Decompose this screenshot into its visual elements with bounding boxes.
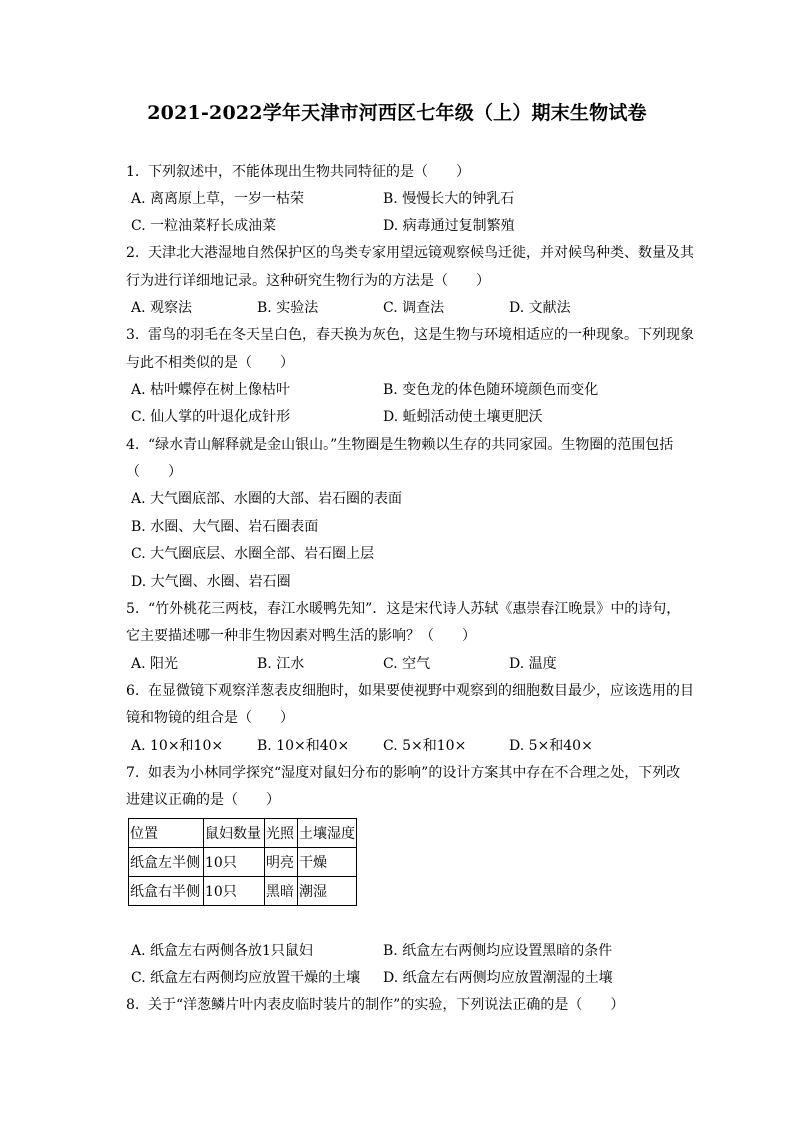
question-stem-cont: 与此不相类似的是（ ） [126, 355, 294, 371]
question-stem: 下列叙述中，不能体现出生物共同特征的是（ ） [148, 164, 470, 180]
option-b: B. 10×和40× [257, 738, 350, 754]
option-b: B. 变色龙的体色随环境颜色而变化 [383, 382, 599, 398]
question-stem: “绿水青山解释就是金山银山。”生物圈是生物赖以生存的共同家园。生物圈的范围包括 [148, 437, 674, 453]
option-d: D. 纸盒左右两侧均应放置潮湿的土壤 [383, 970, 613, 986]
table-row [129, 848, 357, 877]
table-header-cell: 位置 [129, 819, 204, 848]
option-c: C. 纸盒左右两侧均应放置干燥的土壤 [131, 970, 361, 986]
question-number: 7. [126, 765, 140, 781]
option-d: D. 病毒通过复制繁殖 [383, 218, 515, 234]
option-c: C. 空气 [383, 656, 431, 672]
question-1 [126, 163, 470, 181]
option-a: A. 枯叶蝶停在树上像枯叶 [131, 382, 291, 398]
question-stem-cont: 它主要描述哪一种非生物因素对鸭生活的影响？（ ） [126, 628, 476, 644]
question-8 [126, 996, 624, 1014]
question-stem-cont: 进建议正确的是（ ） [126, 792, 280, 808]
option-c: C. 一粒油菜籽长成油菜 [131, 218, 277, 234]
question-stem: “竹外桃花三两枝，春江水暖鸭先知”．这是宋代诗人苏轼《惠崇春江晚景》中的诗句， [148, 601, 681, 617]
option-d: D. 5×和40× [509, 738, 593, 754]
question-4 [126, 436, 673, 454]
data-table [128, 818, 357, 906]
question-stem: 关于“洋葱鳞片叶内表皮临时装片的制作”的实验，下列说法正确的是（ ） [148, 997, 625, 1013]
option-a: A. 10×和10× [131, 738, 224, 754]
question-number: 6. [126, 683, 140, 699]
question-number: 5. [126, 601, 140, 617]
table-cell: 10只 [204, 848, 265, 877]
question-6 [126, 682, 694, 700]
table-header-cell: 光照 [265, 819, 298, 848]
question-3 [126, 326, 694, 344]
option-a: A. 纸盒左右两侧各放1只鼠妇 [131, 943, 313, 959]
table-cell: 纸盒右半侧 [129, 877, 204, 906]
table-cell: 干燥 [298, 848, 357, 877]
table-header-cell: 土壤湿度 [298, 819, 357, 848]
option-b: B. 纸盒左右两侧均应设置黑暗的条件 [383, 943, 613, 959]
option-d: D. 大气圈、水圈、岩石圈 [131, 574, 291, 590]
question-stem-cont: 镜和物镜的组合是（ ） [126, 710, 294, 726]
question-number: 3. [126, 327, 140, 343]
option-a: A. 观察法 [131, 300, 193, 316]
question-stem: 在显微镜下观察洋葱表皮细胞时，如果要使视野中观察到的细胞数目最少，应该选用的目 [148, 683, 694, 699]
option-d: D. 蚯蚓活动使土壤更肥沃 [383, 409, 543, 425]
option-c: C. 仙人掌的叶退化成针形 [131, 409, 291, 425]
question-5 [126, 600, 680, 618]
question-stem: 雷鸟的羽毛在冬天呈白色，春天换为灰色，这是生物与环境相适应的一种现象。下列现象 [148, 327, 694, 343]
option-c: C. 5×和10× [383, 738, 467, 754]
table-row [129, 877, 357, 906]
option-b: B. 实验法 [257, 300, 319, 316]
table-cell: 潮湿 [298, 877, 357, 906]
exam-title: 2021-2022学年天津市河西区七年级（上）期末生物试卷 [147, 102, 647, 124]
option-d: D. 温度 [509, 656, 557, 672]
table-cell: 10只 [204, 877, 265, 906]
question-2 [126, 244, 694, 262]
question-stem-cont: 行为进行详细地记录。这种研究生物行为的方法是（ ） [126, 273, 490, 289]
question-number: 2. [126, 245, 140, 261]
table-header-cell: 鼠妇数量 [204, 819, 265, 848]
option-c: C. 大气圈底层、水圈全部、岩石圈上层 [131, 546, 375, 562]
question-number: 8. [126, 997, 140, 1013]
table-cell: 明亮 [265, 848, 298, 877]
option-a: A. 离离原上草，一岁一枯荣 [131, 191, 305, 207]
option-b: B. 水圈、大气圈、岩石圈表面 [131, 519, 319, 535]
option-d: D. 文献法 [509, 300, 571, 316]
question-stem: 天津北大港湿地自然保护区的鸟类专家用望远镜观察候鸟迁徙，并对候鸟种类、数量及其 [148, 245, 694, 261]
question-7 [126, 764, 680, 782]
question-stem: 如表为小林同学探究“湿度对鼠妇分布的影响”的设计方案其中存在不合理之处，下列改 [148, 765, 681, 781]
question-number: 1. [126, 164, 140, 180]
table-cell: 黑暗 [265, 877, 298, 906]
question-stem-cont: （ ） [126, 464, 182, 480]
option-b: B. 江水 [257, 656, 305, 672]
option-a: A. 大气圈底部、水圈的大部、岩石圈的表面 [131, 491, 403, 507]
option-a: A. 阳光 [131, 656, 179, 672]
question-number: 4. [126, 437, 140, 453]
option-c: C. 调查法 [383, 300, 445, 316]
option-b: B. 慢慢长大的钟乳石 [383, 191, 515, 207]
table-cell: 纸盒左半侧 [129, 848, 204, 877]
table-header-row [129, 819, 357, 848]
